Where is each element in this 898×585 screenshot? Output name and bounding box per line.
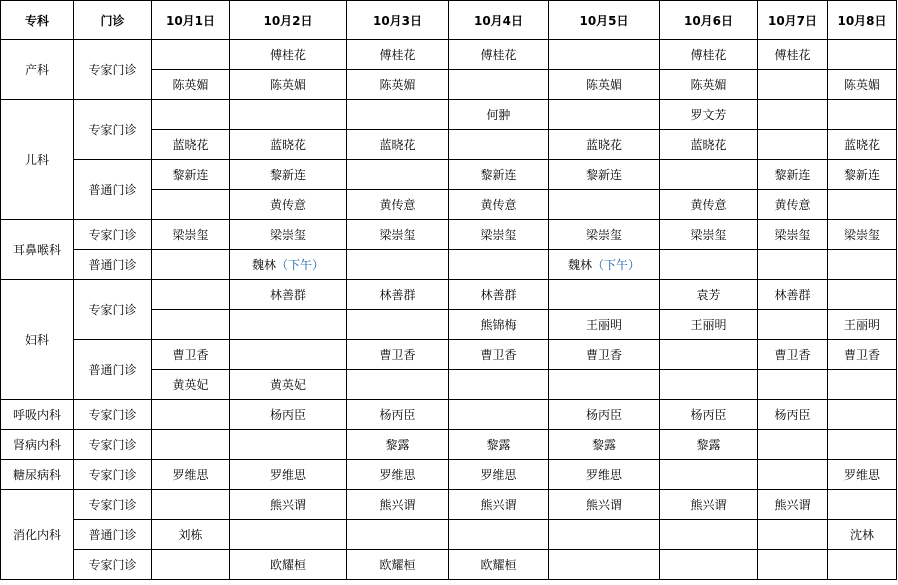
- doctor-cell: 黎新连: [230, 160, 347, 190]
- specialty-cell: 儿科: [1, 100, 74, 220]
- table-row: [1, 220, 897, 250]
- doctor-cell: [828, 490, 897, 520]
- doctor-cell: [449, 70, 549, 100]
- doctor-cell: [828, 370, 897, 400]
- doctor-cell: 蓝晓花: [828, 130, 897, 160]
- doctor-cell: [152, 310, 230, 340]
- doctor-cell: 蓝晓花: [660, 130, 758, 160]
- doctor-cell: 梁崇玺: [230, 220, 347, 250]
- clinic-type-cell: 专家门诊: [74, 430, 152, 460]
- doctor-cell: 罗维思: [828, 460, 897, 490]
- doctor-cell: 傅桂花: [660, 40, 758, 70]
- doctor-cell: [449, 370, 549, 400]
- clinic-type-cell: 普通门诊: [74, 250, 152, 280]
- doctor-cell: [660, 460, 758, 490]
- doctor-cell: [549, 280, 660, 310]
- doctor-cell: [230, 310, 347, 340]
- table-row: [1, 430, 897, 460]
- doctor-cell: 黄传意: [347, 190, 449, 220]
- clinic-type-cell: 专家门诊: [74, 490, 152, 520]
- doctor-cell: 罗文芳: [660, 100, 758, 130]
- doctor-cell: [828, 430, 897, 460]
- doctor-cell: 梁崇玺: [347, 220, 449, 250]
- doctor-cell: 梁崇玺: [152, 220, 230, 250]
- doctor-cell: 曹卫香: [152, 340, 230, 370]
- doctor-cell: [828, 550, 897, 580]
- doctor-cell: 林善群: [230, 280, 347, 310]
- doctor-cell: 黄传意: [660, 190, 758, 220]
- doctor-cell: 梁崇玺: [758, 220, 828, 250]
- table-row: [1, 100, 897, 130]
- doctor-cell: [660, 370, 758, 400]
- doctor-cell: [660, 340, 758, 370]
- doctor-cell: [152, 40, 230, 70]
- doctor-cell: 蓝晓花: [152, 130, 230, 160]
- doctor-cell: [230, 520, 347, 550]
- clinic-type-cell: 专家门诊: [74, 550, 152, 580]
- doctor-cell: [152, 190, 230, 220]
- doctor-cell: 熊兴谓: [549, 490, 660, 520]
- doctor-cell: 陈英媚: [660, 70, 758, 100]
- doctor-cell: 黄英妃: [152, 370, 230, 400]
- doctor-cell: [347, 160, 449, 190]
- header-clinic: 门诊: [74, 1, 152, 40]
- doctor-cell: 王丽明: [549, 310, 660, 340]
- table-row: [1, 400, 897, 430]
- doctor-cell: 王丽明: [828, 310, 897, 340]
- specialty-cell: 肾病内科: [1, 430, 74, 460]
- doctor-cell: [549, 100, 660, 130]
- doctor-cell: [758, 550, 828, 580]
- doctor-cell: [347, 370, 449, 400]
- doctor-cell: [828, 190, 897, 220]
- header-date: 10月7日: [758, 1, 828, 40]
- doctor-cell: 罗维思: [230, 460, 347, 490]
- header-date: 10月8日: [828, 1, 897, 40]
- doctor-cell: 梁崇玺: [549, 220, 660, 250]
- doctor-cell: [758, 250, 828, 280]
- specialty-cell: 产科: [1, 40, 74, 100]
- specialty-cell: 糖尿病科: [1, 460, 74, 490]
- doctor-cell: 何翀: [449, 100, 549, 130]
- table-row: [1, 340, 897, 370]
- doctor-cell: 黎露: [449, 430, 549, 460]
- doctor-cell: [230, 100, 347, 130]
- doctor-cell: [660, 550, 758, 580]
- doctor-cell: 黄传意: [230, 190, 347, 220]
- clinic-type-cell: 专家门诊: [74, 460, 152, 490]
- doctor-cell: [347, 100, 449, 130]
- doctor-cell: 梁崇玺: [828, 220, 897, 250]
- doctor-cell: 杨丙臣: [758, 400, 828, 430]
- doctor-cell: [828, 400, 897, 430]
- doctor-cell: 蓝晓花: [347, 130, 449, 160]
- doctor-cell: 曹卫香: [758, 340, 828, 370]
- header-date: 10月6日: [660, 1, 758, 40]
- doctor-cell: [758, 130, 828, 160]
- doctor-cell: [152, 250, 230, 280]
- doctor-cell: 杨丙臣: [660, 400, 758, 430]
- doctor-cell: [549, 250, 660, 280]
- doctor-cell: [347, 310, 449, 340]
- doctor-cell: 傅桂花: [347, 40, 449, 70]
- doctor-cell: 林善群: [347, 280, 449, 310]
- header-specialty: 专科: [1, 1, 74, 40]
- doctor-cell: 欧耀桓: [449, 550, 549, 580]
- doctor-cell: 陈英媚: [230, 70, 347, 100]
- doctor-cell: 黎露: [660, 430, 758, 460]
- doctor-cell: [758, 460, 828, 490]
- doctor-cell: [549, 370, 660, 400]
- doctor-cell: [549, 190, 660, 220]
- doctor-cell: 曹卫香: [449, 340, 549, 370]
- clinic-type-cell: 普通门诊: [74, 340, 152, 400]
- doctor-cell: 熊锦梅: [449, 310, 549, 340]
- doctor-cell: [449, 520, 549, 550]
- doctor-cell: 罗维思: [449, 460, 549, 490]
- clinic-type-cell: 普通门诊: [74, 520, 152, 550]
- doctor-cell: 曹卫香: [549, 340, 660, 370]
- doctor-cell: [828, 250, 897, 280]
- header-date: 10月4日: [449, 1, 549, 40]
- doctor-cell: 欧耀桓: [347, 550, 449, 580]
- doctor-cell: 罗维思: [347, 460, 449, 490]
- header-date: 10月3日: [347, 1, 449, 40]
- header-row: [1, 1, 897, 40]
- doctor-cell: 黄英妃: [230, 370, 347, 400]
- doctor-cell: [660, 250, 758, 280]
- doctor-cell: 黎新连: [828, 160, 897, 190]
- doctor-cell: [152, 280, 230, 310]
- specialty-cell: 消化内科: [1, 490, 74, 580]
- doctor-cell: 熊兴谓: [449, 490, 549, 520]
- doctor-cell: 熊兴谓: [347, 490, 449, 520]
- header-date: 10月2日: [230, 1, 347, 40]
- doctor-cell: [347, 520, 449, 550]
- clinic-type-cell: 专家门诊: [74, 400, 152, 430]
- doctor-cell: [230, 340, 347, 370]
- doctor-cell: [758, 430, 828, 460]
- doctor-cell: 陈英媚: [549, 70, 660, 100]
- specialty-cell: 妇科: [1, 280, 74, 400]
- table-row: [1, 280, 897, 310]
- doctor-cell: 熊兴谓: [230, 490, 347, 520]
- doctor-cell: 陈英媚: [828, 70, 897, 100]
- doctor-cell: 林善群: [758, 280, 828, 310]
- doctor-cell: [828, 100, 897, 130]
- afternoon-note: （下午）: [276, 258, 325, 272]
- doctor-cell: 蓝晓花: [549, 130, 660, 160]
- doctor-cell: [660, 160, 758, 190]
- doctor-cell: [660, 520, 758, 550]
- doctor-name: 魏林: [567, 258, 592, 272]
- doctor-cell: 罗维思: [549, 460, 660, 490]
- clinic-type-cell: 专家门诊: [74, 100, 152, 160]
- schedule-body: [1, 40, 897, 580]
- table-row: [1, 550, 897, 580]
- doctor-cell: [828, 280, 897, 310]
- doctor-cell: 王丽明: [660, 310, 758, 340]
- doctor-cell: [758, 70, 828, 100]
- doctor-cell: 梁崇玺: [449, 220, 549, 250]
- clinic-type-cell: 专家门诊: [74, 280, 152, 340]
- table-row: [1, 250, 897, 280]
- doctor-cell: 陈英媚: [152, 70, 230, 100]
- doctor-cell: 黄传意: [758, 190, 828, 220]
- doctor-cell: 沈林: [828, 520, 897, 550]
- doctor-cell: 罗维思: [152, 460, 230, 490]
- afternoon-note: （下午）: [592, 258, 641, 272]
- doctor-cell: [758, 520, 828, 550]
- doctor-cell: [758, 100, 828, 130]
- doctor-cell: [758, 310, 828, 340]
- table-row: [1, 490, 897, 520]
- doctor-cell: [549, 520, 660, 550]
- doctor-cell: 黎露: [549, 430, 660, 460]
- doctor-name: 魏林: [251, 258, 276, 272]
- doctor-cell: 陈英媚: [347, 70, 449, 100]
- doctor-cell: [449, 250, 549, 280]
- doctor-cell: 袁芳: [660, 280, 758, 310]
- header-date: 10月5日: [549, 1, 660, 40]
- doctor-cell: 刘栋: [152, 520, 230, 550]
- doctor-cell: 黎新连: [152, 160, 230, 190]
- doctor-cell: 熊兴谓: [758, 490, 828, 520]
- doctor-cell: 黎新连: [758, 160, 828, 190]
- doctor-cell: 傅桂花: [758, 40, 828, 70]
- table-row: [1, 520, 897, 550]
- doctor-cell: 杨丙臣: [347, 400, 449, 430]
- doctor-cell: [152, 430, 230, 460]
- clinic-type-cell: 专家门诊: [74, 220, 152, 250]
- doctor-cell: [758, 370, 828, 400]
- header-date: 10月1日: [152, 1, 230, 40]
- doctor-cell: [347, 250, 449, 280]
- doctor-cell: 黎新连: [449, 160, 549, 190]
- doctor-cell: 黎新连: [549, 160, 660, 190]
- doctor-cell: [152, 100, 230, 130]
- doctor-cell: 杨丙臣: [549, 400, 660, 430]
- doctor-cell: 傅桂花: [449, 40, 549, 70]
- table-row: [1, 160, 897, 190]
- clinic-type-cell: 普通门诊: [74, 160, 152, 220]
- doctor-cell: [449, 400, 549, 430]
- doctor-cell: 林善群: [449, 280, 549, 310]
- table-row: [1, 40, 897, 70]
- doctor-cell: [549, 40, 660, 70]
- doctor-cell: [230, 250, 347, 280]
- doctor-cell: 熊兴谓: [660, 490, 758, 520]
- doctor-cell: 傅桂花: [230, 40, 347, 70]
- doctor-cell: [152, 400, 230, 430]
- doctor-cell: [152, 550, 230, 580]
- doctor-cell: 黄传意: [449, 190, 549, 220]
- doctor-cell: [828, 40, 897, 70]
- doctor-cell: 欧耀桓: [230, 550, 347, 580]
- specialty-cell: 呼吸内科: [1, 400, 74, 430]
- doctor-cell: [549, 550, 660, 580]
- doctor-cell: 曹卫香: [347, 340, 449, 370]
- doctor-cell: [230, 430, 347, 460]
- clinic-type-cell: 专家门诊: [74, 40, 152, 100]
- doctor-cell: 黎露: [347, 430, 449, 460]
- doctor-cell: [449, 130, 549, 160]
- doctor-cell: 杨丙臣: [230, 400, 347, 430]
- doctor-cell: 蓝晓花: [230, 130, 347, 160]
- table-row: [1, 460, 897, 490]
- specialty-cell: 耳鼻喉科: [1, 220, 74, 280]
- doctor-cell: [152, 490, 230, 520]
- doctor-cell: 梁崇玺: [660, 220, 758, 250]
- doctor-cell: 曹卫香: [828, 340, 897, 370]
